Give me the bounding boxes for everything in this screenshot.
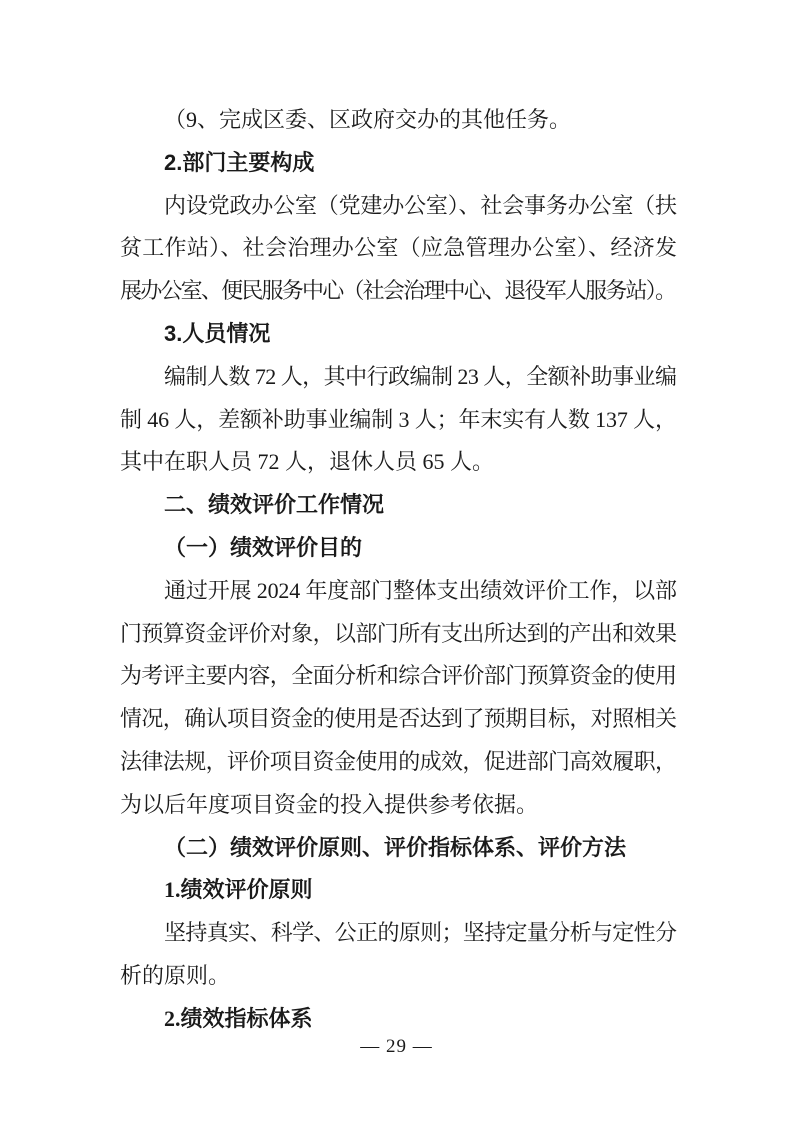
heading-line [120,827,677,870]
text-line [120,270,677,313]
heading-text: 2.绩效指标体系 [164,1005,313,1031]
text: 析的原则。 [120,962,231,988]
text-line [120,399,677,442]
heading-text: （一）绩效评价目的 [164,534,363,560]
heading-eval-purpose [120,527,677,570]
text: 贫工作站）、社会治理办公室（应急管理办公室）、经济发 [120,235,678,261]
heading-dept-composition [120,142,677,185]
text: 制 46 人，差额补助事业编制 3 人；年末实有人数 137 人， [120,406,677,432]
text: 门预算资金评价对象，以部门所有支出所达到的产出和效果 [120,620,677,646]
heading-indicator-system [120,998,677,1041]
heading-line [120,484,677,527]
text: 展办公室、便民服务中心（社会治理中心、退役军人服务站）。 [120,278,676,304]
text-line [120,698,677,741]
heading-text: （二）绩效评价原则、评价指标体系、评价方法 [164,834,627,860]
text-line [120,99,677,142]
text-line [120,784,677,827]
heading-text: 3.人员情况 [164,320,271,346]
heading-line [120,527,677,570]
heading-section-two [120,484,677,527]
heading-line [120,869,677,912]
paragraph-dept-offices [120,185,677,313]
text: 法律法规，评价项目资金使用的成效，促进部门高效履职， [120,748,677,774]
document-content [120,99,677,1041]
heading-line [120,998,677,1041]
text-line [120,227,677,270]
text: （9、完成区委、区政府交办的其他任务。 [164,107,572,132]
heading-eval-principle [120,869,677,912]
heading-personnel [120,313,677,356]
paragraph-staffing [120,356,677,484]
text-line [120,741,677,784]
text: 内设党政办公室（党建办公室）、社会事务办公室（扶 [164,192,677,218]
heading-text: 二、绩效评价工作情况 [164,492,385,518]
text: 情况，确认项目资金的使用是否达到了预期目标，对照相关 [120,706,677,732]
text-line [120,655,677,698]
text: 通过开展 2024 年度部门整体支出绩效评价工作，以部 [164,577,677,603]
heading-line [120,313,677,356]
page-footer [0,1036,793,1058]
page-number: — 29 — [360,1036,433,1057]
text-line [120,185,677,228]
text-line [120,441,677,484]
text: 为以后年度项目资金的投入提供参考依据。 [120,791,539,817]
text-line [120,955,677,998]
text-line [120,356,677,399]
text-line [120,613,677,656]
text: 编制人数 72 人，其中行政编制 23 人，全额补助事业编 [164,363,677,389]
paragraph-eval-purpose-body [120,570,677,827]
paragraph-other-tasks [120,99,677,142]
heading-line [120,142,677,185]
heading-principles-system-methods [120,827,677,870]
paragraph-principles-body [120,912,677,998]
text-line [120,912,677,955]
heading-text: 2.部门主要构成 [164,149,315,175]
text: 为考评主要内容，全面分析和综合评价部门预算资金的使用 [120,663,677,689]
text: 其中在职人员 72 人，退休人员 65 人。 [120,449,495,475]
text: 坚持真实、科学、公正的原则；坚持定量分析与定性分 [164,920,677,946]
text-line [120,570,677,613]
heading-text: 1.绩效评价原则 [164,877,313,903]
